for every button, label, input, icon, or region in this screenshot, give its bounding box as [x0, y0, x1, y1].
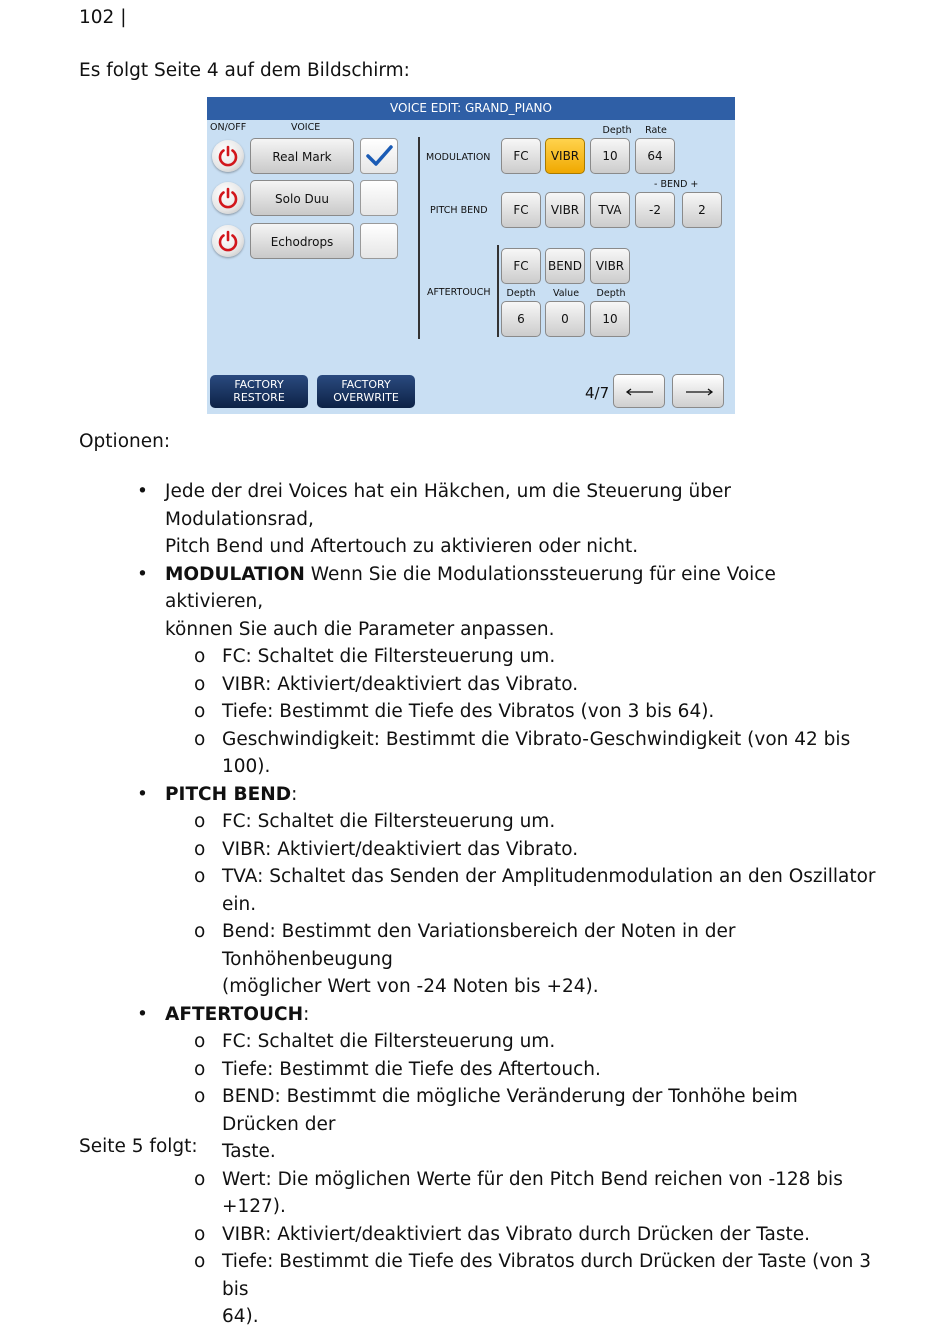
at-depth-button[interactable]: 6 — [501, 301, 541, 337]
power-icon[interactable] — [212, 225, 244, 257]
pb-minus-button[interactable]: -2 — [635, 192, 675, 228]
sub-list-item: o Tiefe: Bestimmt die Tiefe des Aftertouch. — [194, 1058, 601, 1080]
list-item: • PITCH BEND: — [137, 783, 298, 805]
sub-list-item: o TVA: Schaltet das Senden der Amplitudenmodulation an den Oszillator ein. — [194, 866, 876, 915]
mod-rate-label: Rate — [645, 125, 667, 136]
checkmark-icon — [361, 139, 397, 173]
arrow-right-icon — [684, 388, 714, 396]
sub-list-item: o Tiefe: Bestimmt die Tiefe des Vibratos durch Drücken der Taste (von 3 bis 64). — [194, 1251, 871, 1327]
pb-vibr-button[interactable]: VIBR — [545, 192, 585, 228]
page-number: 102 | — [79, 7, 127, 28]
at-depth-label: Depth — [506, 288, 536, 299]
at-vdepth-label: Depth — [596, 288, 626, 299]
onoff-label: ON/OFF — [210, 122, 247, 133]
voice-button-2[interactable]: Solo Duu — [250, 180, 354, 216]
intro-text: Es folgt Seite 4 auf dem Bildschirm: — [79, 60, 410, 81]
aftertouch-divider — [497, 245, 499, 337]
power-icon[interactable] — [212, 182, 244, 214]
sub-list-item: o FC: Schaltet die Filtersteuerung um. — [194, 646, 556, 667]
divider — [418, 137, 420, 339]
screen-title: VOICE EDIT: GRAND_PIANO — [207, 97, 735, 120]
options-heading: Optionen: — [79, 431, 171, 452]
at-bend-button[interactable]: BEND — [545, 248, 585, 284]
aftertouch-label: AFTERTOUCH — [427, 287, 491, 298]
sub-list-item: o BEND: Bestimmt die mögliche Veränderung der Tonhöhe beim Drücken der Taste. — [194, 1086, 798, 1162]
sub-list-item: o FC: Schaltet die Filtersteuerung um. — [194, 811, 556, 832]
page-indicator: 4/7 — [585, 384, 610, 402]
footer-text: Seite 5 folgt: — [79, 1136, 198, 1157]
mod-vibr-button[interactable]: VIBR — [545, 138, 585, 174]
factory-overwrite-button[interactable]: FACTORY OVERWRITE — [317, 375, 415, 408]
prev-page-button[interactable] — [613, 374, 665, 408]
power-icon[interactable] — [212, 140, 244, 172]
at-value-button[interactable]: 0 — [545, 301, 585, 337]
voice-checkbox-3[interactable] — [360, 223, 398, 259]
pb-plus-button[interactable]: 2 — [682, 192, 722, 228]
at-fc-button[interactable]: FC — [501, 248, 541, 284]
mod-rate-button[interactable]: 64 — [635, 138, 675, 174]
sub-list-item: o Wert: Die möglichen Werte für den Pitch Bend reichen von -128 bis +127). — [194, 1168, 843, 1217]
sub-list-item: o VIBR: Aktiviert/deaktiviert das Vibrato. — [194, 838, 579, 860]
sub-list-item: o VIBR: Aktiviert/deaktiviert das Vibrato durch Drücken der Taste. — [194, 1223, 811, 1245]
voice-edit-screenshot — [207, 97, 735, 414]
next-page-button[interactable] — [672, 374, 724, 408]
voice-checkbox-1[interactable] — [360, 138, 398, 174]
mod-fc-button[interactable]: FC — [501, 138, 541, 174]
list-item: • Jede der drei Voices hat ein Häkchen, um die Steuerung über Modulationsrad, Pitch Bend und Aftertouch zu aktivieren oder nicht. — [137, 481, 731, 557]
bend-label: - BEND + — [654, 179, 699, 190]
arrow-left-icon — [625, 388, 655, 396]
sub-list-item: o Geschwindigkeit: Bestimmt die Vibrato-Geschwindigkeit (von 42 bis 100). — [194, 728, 851, 777]
at-vdepth-button[interactable]: 10 — [590, 301, 630, 337]
list-item: • MODULATION Wenn Sie die Modulationssteuerung für eine Voice aktivieren, können Sie auch die Parameter anpassen. — [137, 563, 776, 640]
sub-list-item: o Bend: Bestimmt den Variationsbereich der Noten in der Tonhöhenbeugung (möglicher Wert von -24 Noten bis +24). — [194, 921, 736, 997]
options-list — [79, 478, 879, 1331]
voice-button-1[interactable]: Real Mark — [250, 138, 354, 174]
mod-depth-button[interactable]: 10 — [590, 138, 630, 174]
factory-restore-button[interactable]: FACTORY RESTORE — [210, 375, 308, 408]
pitch-bend-label: PITCH BEND — [430, 205, 488, 216]
pb-tva-button[interactable]: TVA — [590, 192, 630, 228]
voice-button-3[interactable]: Echodrops — [250, 223, 354, 259]
voice-checkbox-2[interactable] — [360, 180, 398, 216]
sub-list-item: o FC: Schaltet die Filtersteuerung um. — [194, 1031, 556, 1052]
at-vibr-button[interactable]: VIBR — [590, 248, 630, 284]
voice-label: VOICE — [291, 122, 321, 133]
at-value-label: Value — [552, 288, 580, 299]
list-item: • AFTERTOUCH: — [137, 1003, 310, 1025]
pb-fc-button[interactable]: FC — [501, 192, 541, 228]
sub-list-item: o VIBR: Aktiviert/deaktiviert das Vibrato. — [194, 673, 579, 695]
sub-list-item: o Tiefe: Bestimmt die Tiefe des Vibratos (von 3 bis 64). — [194, 701, 715, 722]
mod-depth-label: Depth — [602, 125, 632, 136]
modulation-label: MODULATION — [426, 152, 491, 163]
